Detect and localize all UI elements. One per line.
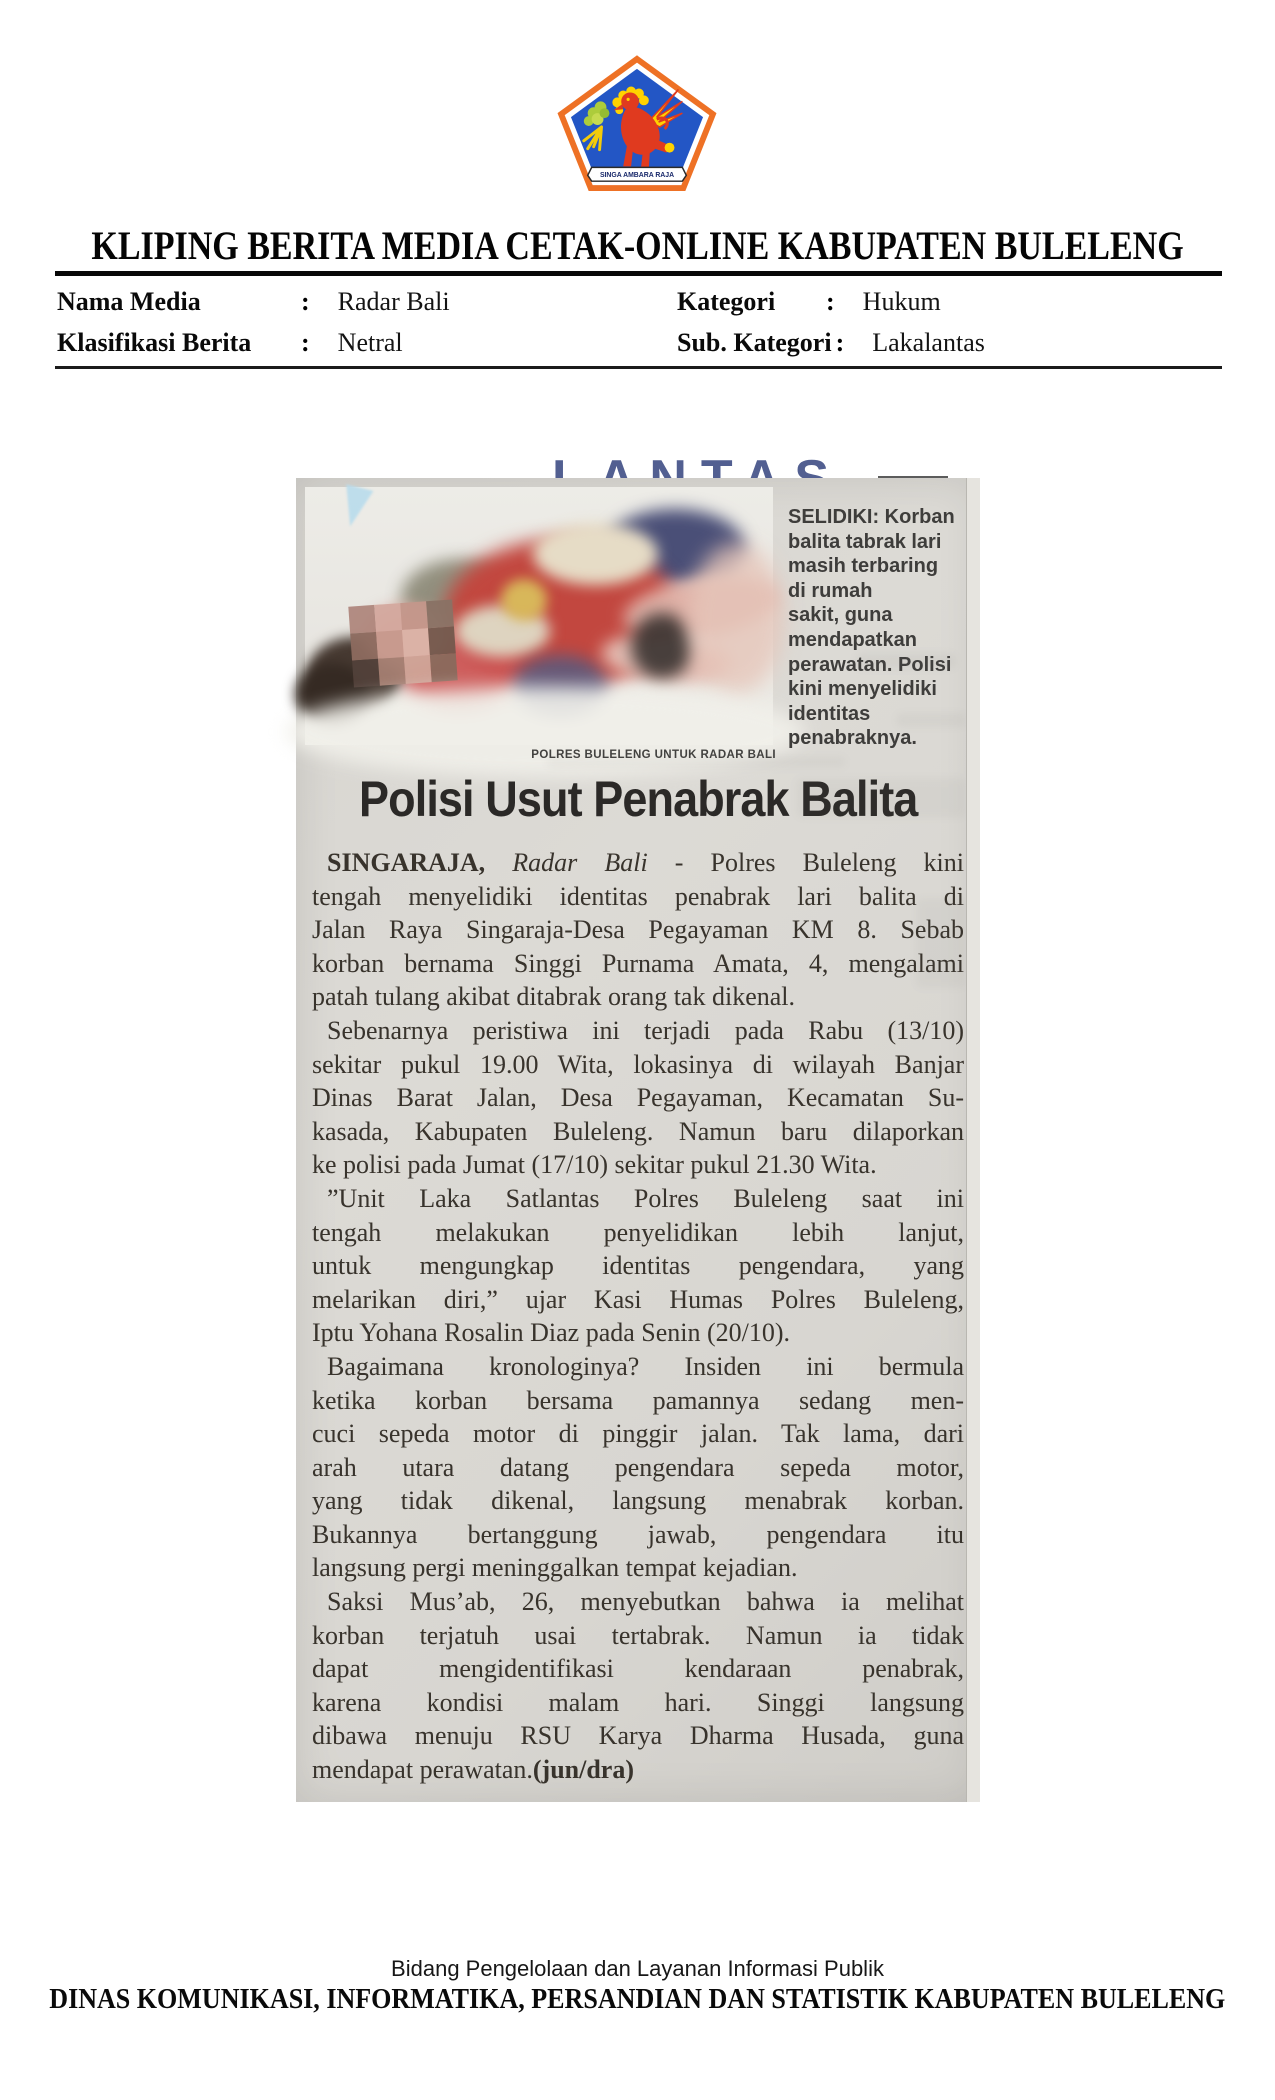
logo-crest [552,56,722,194]
clipping-paper-edge [966,478,980,1802]
header-rule-thick [55,271,1222,276]
regency-logo [552,56,722,194]
footer-division: Bidang Pengelolaan dan Layanan Informasi Publik [391,1956,884,1981]
article-paragraph [312,1182,964,1350]
article-line: Dinas Barat Jalan, Desa Pegayaman, Kecamatan Su- [312,1083,964,1113]
caption-line: SELIDIKI: Korban [788,506,955,528]
meta-row-2 [57,322,1222,363]
caption-line: balita tabrak lari [788,530,942,553]
article-line: melarikan diri,” ujar Kasi Humas Polres Buleleng, [312,1284,964,1314]
article-line: Sebenarnya peristiwa ini terjadi pada Rabu (13/10) [327,1015,964,1045]
article-line: arah utara datang pengendara sepeda motor, [312,1452,964,1482]
dark-patch [631,613,693,679]
print-bleedthrough [916,898,966,988]
article-line: Jalan Raya Singaraja-Desa Pegayaman KM 8. Sebab [312,915,964,945]
print-bleedthrough [896,713,966,727]
article-line: karena kondisi malam hari. Singgi langsung [312,1687,964,1717]
caption-line: mendapatkan [788,628,917,651]
article-line: patah tulang akibat ditabrak orang tak dikenal. [312,982,795,1012]
article-line: mendapat perawatan.(jun/dra) [312,1755,635,1785]
meta-colon: : [301,286,310,316]
news-photo [305,487,773,745]
article-line: tengah melakukan penyelidikan lebih lanjut, [312,1217,964,1247]
article-line: korban bernama Singgi Purnama Amata, 4, mengalami [312,948,964,978]
blanket-cream [533,523,658,585]
meta-colon: : [826,286,835,316]
meta-label-kategori: Kategori [677,286,776,316]
article-line: ke polisi pada Jumat (17/10) sekitar pukul 21.30 Wita. [312,1150,877,1180]
article-line: korban terjatuh usai tertabrak. Namun ia tidak [312,1620,964,1650]
article-line: ”Unit Laka Satlantas Polres Buleleng saat ini [327,1183,964,1213]
news-clipping [296,478,980,1802]
print-bleedthrough [546,756,846,768]
meta-label-nama-media: Nama Media [57,286,201,316]
article-line: ketika korban bersama pamannya sedang men- [312,1385,964,1415]
article-line: cuci sepeda motor di pinggir jalan. Tak lama, dari [312,1419,964,1449]
article-line: sekitar pukul 19.00 Wita, lokasinya di wilayah Banjar [312,1049,964,1079]
face-pixelation [348,599,457,687]
caption-line: kini menyelidiki [788,678,937,701]
article-line: kasada, Kabupaten Buleleng. Namun baru dilaporkan [312,1116,964,1146]
header-rule-thin [55,366,1222,369]
article-paragraph [312,1585,964,1787]
photo-credit: POLRES BULELENG UNTUK RADAR BALI [531,749,776,761]
meta-value-sub-kategori: Lakalantas [872,327,985,357]
article-headline: Polisi Usut Penabrak Balita [358,771,918,827]
meta-label-sub-kategori: Sub. Kategori [677,327,832,357]
logo-banner [588,167,687,181]
article-line: Bagaimana kronologinya? Insiden ini bermula [327,1351,964,1381]
limb-right-edge [689,543,784,693]
article-paragraph [312,846,964,1014]
article-line: dapat mengidentifikasi kendaraan penabrak, [312,1654,964,1684]
caption-line: sakit, guna [788,604,893,627]
meta-value-klasifikasi: Netral [337,327,403,357]
article-line: langsung pergi meninggalkan tempat kejadian. [312,1553,798,1583]
document-title: KLIPING BERITA MEDIA CETAK-ONLINE KABUPATEN BULELENG [91,223,1184,268]
meta-table [57,281,1222,363]
meta-colon: : [301,327,310,357]
caption-line: penabraknya. [788,727,917,750]
meta-value-nama-media: Radar Bali [337,286,450,316]
masthead-fragment [552,464,882,479]
article-body [312,846,964,1787]
meta-row-1 [57,281,1222,322]
footer-agency: DINAS KOMUNIKASI, INFORMATIKA, PERSANDIAN DAN STATISTIK KABUPATEN BULELENG [49,1984,1226,2015]
caption-line: di rumah [788,579,873,602]
print-bleedthrough [856,653,956,669]
article-line: Bukannya bertanggung jawab, pengendara itu [312,1519,964,1549]
iv-line-detail [337,484,374,530]
article-paragraph [312,1350,964,1585]
logo-banner-text: SINGA AMBARA RAJA [599,172,675,180]
caption-line: perawatan. Polisi [788,653,952,676]
blanket-yellow-patch [501,579,547,621]
article-line: SINGARAJA, Radar Bali - Polres Buleleng kini [327,848,964,877]
article-line: tengah menyelidiki identitas penabrak lari balita di [312,881,964,911]
meta-colon: : [835,327,845,357]
article-line: Saksi Mus’ab, 26, menyebutkan bahwa ia melihat [327,1587,964,1617]
article-line: dibawa menuju RSU Karya Dharma Husada, guna [312,1721,964,1751]
caption-line: masih terbaring [788,555,939,578]
caption-line: identitas [788,702,871,725]
meta-label-klasifikasi: Klasifikasi Berita [57,327,252,357]
meta-value-kategori: Hukum [862,286,941,316]
article-paragraph [312,1014,964,1182]
article-line: Iptu Yohana Rosalin Diaz pada Senin (20/10). [312,1318,791,1348]
print-bleedthrough [796,778,966,818]
article-line: untuk mengungkap identitas pengendara, yang [312,1251,964,1281]
article-line: yang tidak dikenal, langsung menabrak korban. [312,1486,964,1516]
